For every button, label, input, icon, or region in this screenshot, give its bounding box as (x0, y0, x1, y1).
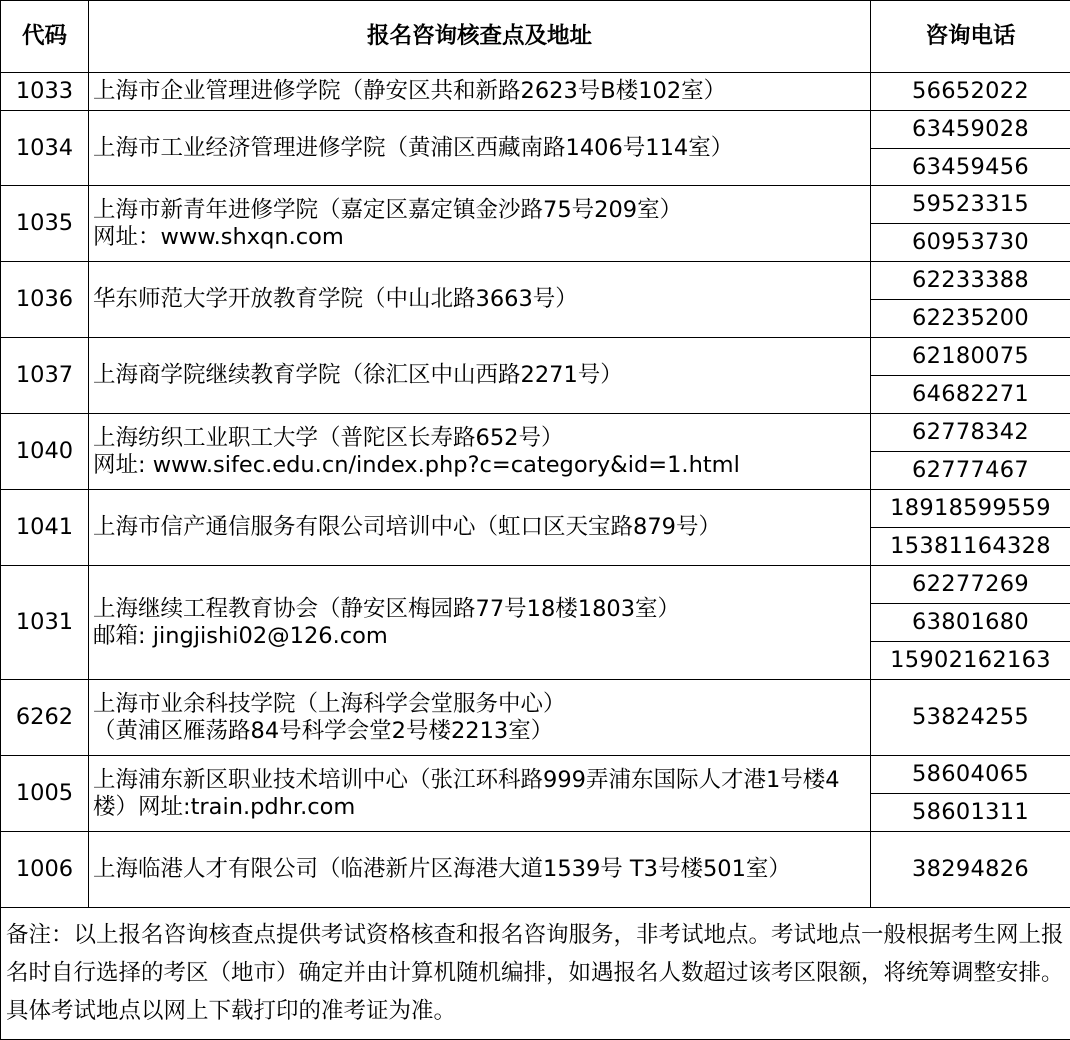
address-line: 华东师范大学开放教育学院（中山北路3663号） (93, 286, 868, 313)
address-line: 上海商学院继续教育学院（徐汇区中山西路2271号） (93, 362, 868, 389)
row-address (89, 756, 871, 832)
table-row (1, 414, 1070, 452)
address-line: 上海市信产通信服务有限公司培训中心（虹口区天宝路879号） (93, 514, 868, 541)
table-row (1, 832, 1070, 908)
phone-number: 58604065 (871, 756, 1070, 794)
address-line: （黄浦区雁荡路84号科学会堂2号楼2213室） (93, 718, 868, 745)
phone-number: 60953730 (871, 224, 1070, 262)
table-row (1, 186, 1070, 224)
phone-number: 59523315 (871, 186, 1070, 224)
table-row (1, 111, 1070, 149)
phone-number: 38294826 (871, 832, 1070, 908)
address-line: 上海市业余科技学院（上海科学会堂服务中心） (93, 691, 868, 718)
note-row (1, 908, 1070, 1040)
phone-number: 62233388 (871, 262, 1070, 300)
row-code: 1036 (1, 262, 89, 338)
row-code: 1033 (1, 73, 89, 111)
row-code: 1006 (1, 832, 89, 908)
address-line: 上海纺织工业职工大学（普陀区长寿路652号） (93, 425, 868, 452)
phone-number: 53824255 (871, 680, 1070, 756)
table-row (1, 756, 1070, 794)
row-address (89, 566, 871, 680)
phone-number: 62778342 (871, 414, 1070, 452)
phone-number: 63801680 (871, 604, 1070, 642)
row-code: 1005 (1, 756, 89, 832)
row-address (89, 338, 871, 414)
email-line: 邮箱: jingjishi02@126.com (93, 623, 868, 650)
header-address: 报名咨询核查点及地址 (89, 1, 871, 73)
table-row (1, 262, 1070, 300)
phone-number: 64682271 (871, 376, 1070, 414)
row-code: 1034 (1, 111, 89, 186)
table-row (1, 338, 1070, 376)
row-address (89, 73, 871, 111)
row-address (89, 111, 871, 186)
address-line: 上海继续工程教育协会（静安区梅园路77号18楼1803室） (93, 596, 868, 623)
phone-number: 15902162163 (871, 642, 1070, 680)
address-line: 上海市企业管理进修学院（静安区共和新路2623号B楼102室） (93, 78, 868, 105)
phone-number: 58601311 (871, 794, 1070, 832)
phone-number: 62180075 (871, 338, 1070, 376)
table-header-row (1, 1, 1070, 73)
row-address (89, 490, 871, 566)
row-code: 1037 (1, 338, 89, 414)
phone-number: 62277269 (871, 566, 1070, 604)
address-line: 上海浦东新区职业技术培训中心（张江环科路999弄浦东国际人才港1号楼4楼）网址:train.pdhr.com (93, 767, 868, 821)
table-row (1, 490, 1070, 528)
phone-number: 18918599559 (871, 490, 1070, 528)
row-address (89, 680, 871, 756)
address-line: 上海市工业经济管理进修学院（黄浦区西藏南路1406号114室） (93, 135, 868, 162)
phone-number: 56652022 (871, 73, 1070, 111)
header-phone: 咨询电话 (871, 1, 1070, 73)
header-code: 代码 (1, 1, 89, 73)
row-code: 1040 (1, 414, 89, 490)
row-address (89, 414, 871, 490)
phone-number: 62235200 (871, 300, 1070, 338)
row-code: 1035 (1, 186, 89, 262)
website-line: 网址: www.sifec.edu.cn/index.php?c=category&id=1.html (93, 452, 868, 479)
row-address (89, 262, 871, 338)
phone-number: 63459456 (871, 149, 1070, 186)
website-line: 网址：www.shxqn.com (93, 224, 868, 251)
address-line: 上海市新青年进修学院（嘉定区嘉定镇金沙路75号209室） (93, 197, 868, 224)
row-address (89, 186, 871, 262)
row-code: 6262 (1, 680, 89, 756)
table-row (1, 73, 1070, 111)
address-line: 上海临港人才有限公司（临港新片区海港大道1539号 T3号楼501室） (93, 856, 868, 883)
table-row (1, 566, 1070, 604)
phone-number: 15381164328 (871, 528, 1070, 566)
table-row (1, 680, 1070, 756)
row-code: 1031 (1, 566, 89, 680)
row-code: 1041 (1, 490, 89, 566)
phone-number: 63459028 (871, 111, 1070, 149)
row-address (89, 832, 871, 908)
note-text: 备注：以上报名咨询核查点提供考试资格核查和报名咨询服务，非考试地点。考试地点一般根据考生网上报名时自行选择的考区（地市）确定并由计算机随机编排，如遇报名人数超过该考区限额，将统筹调整安排。具体考试地点以网上下载打印的准考证为准。 (1, 908, 1070, 1040)
phone-number: 62777467 (871, 452, 1070, 490)
